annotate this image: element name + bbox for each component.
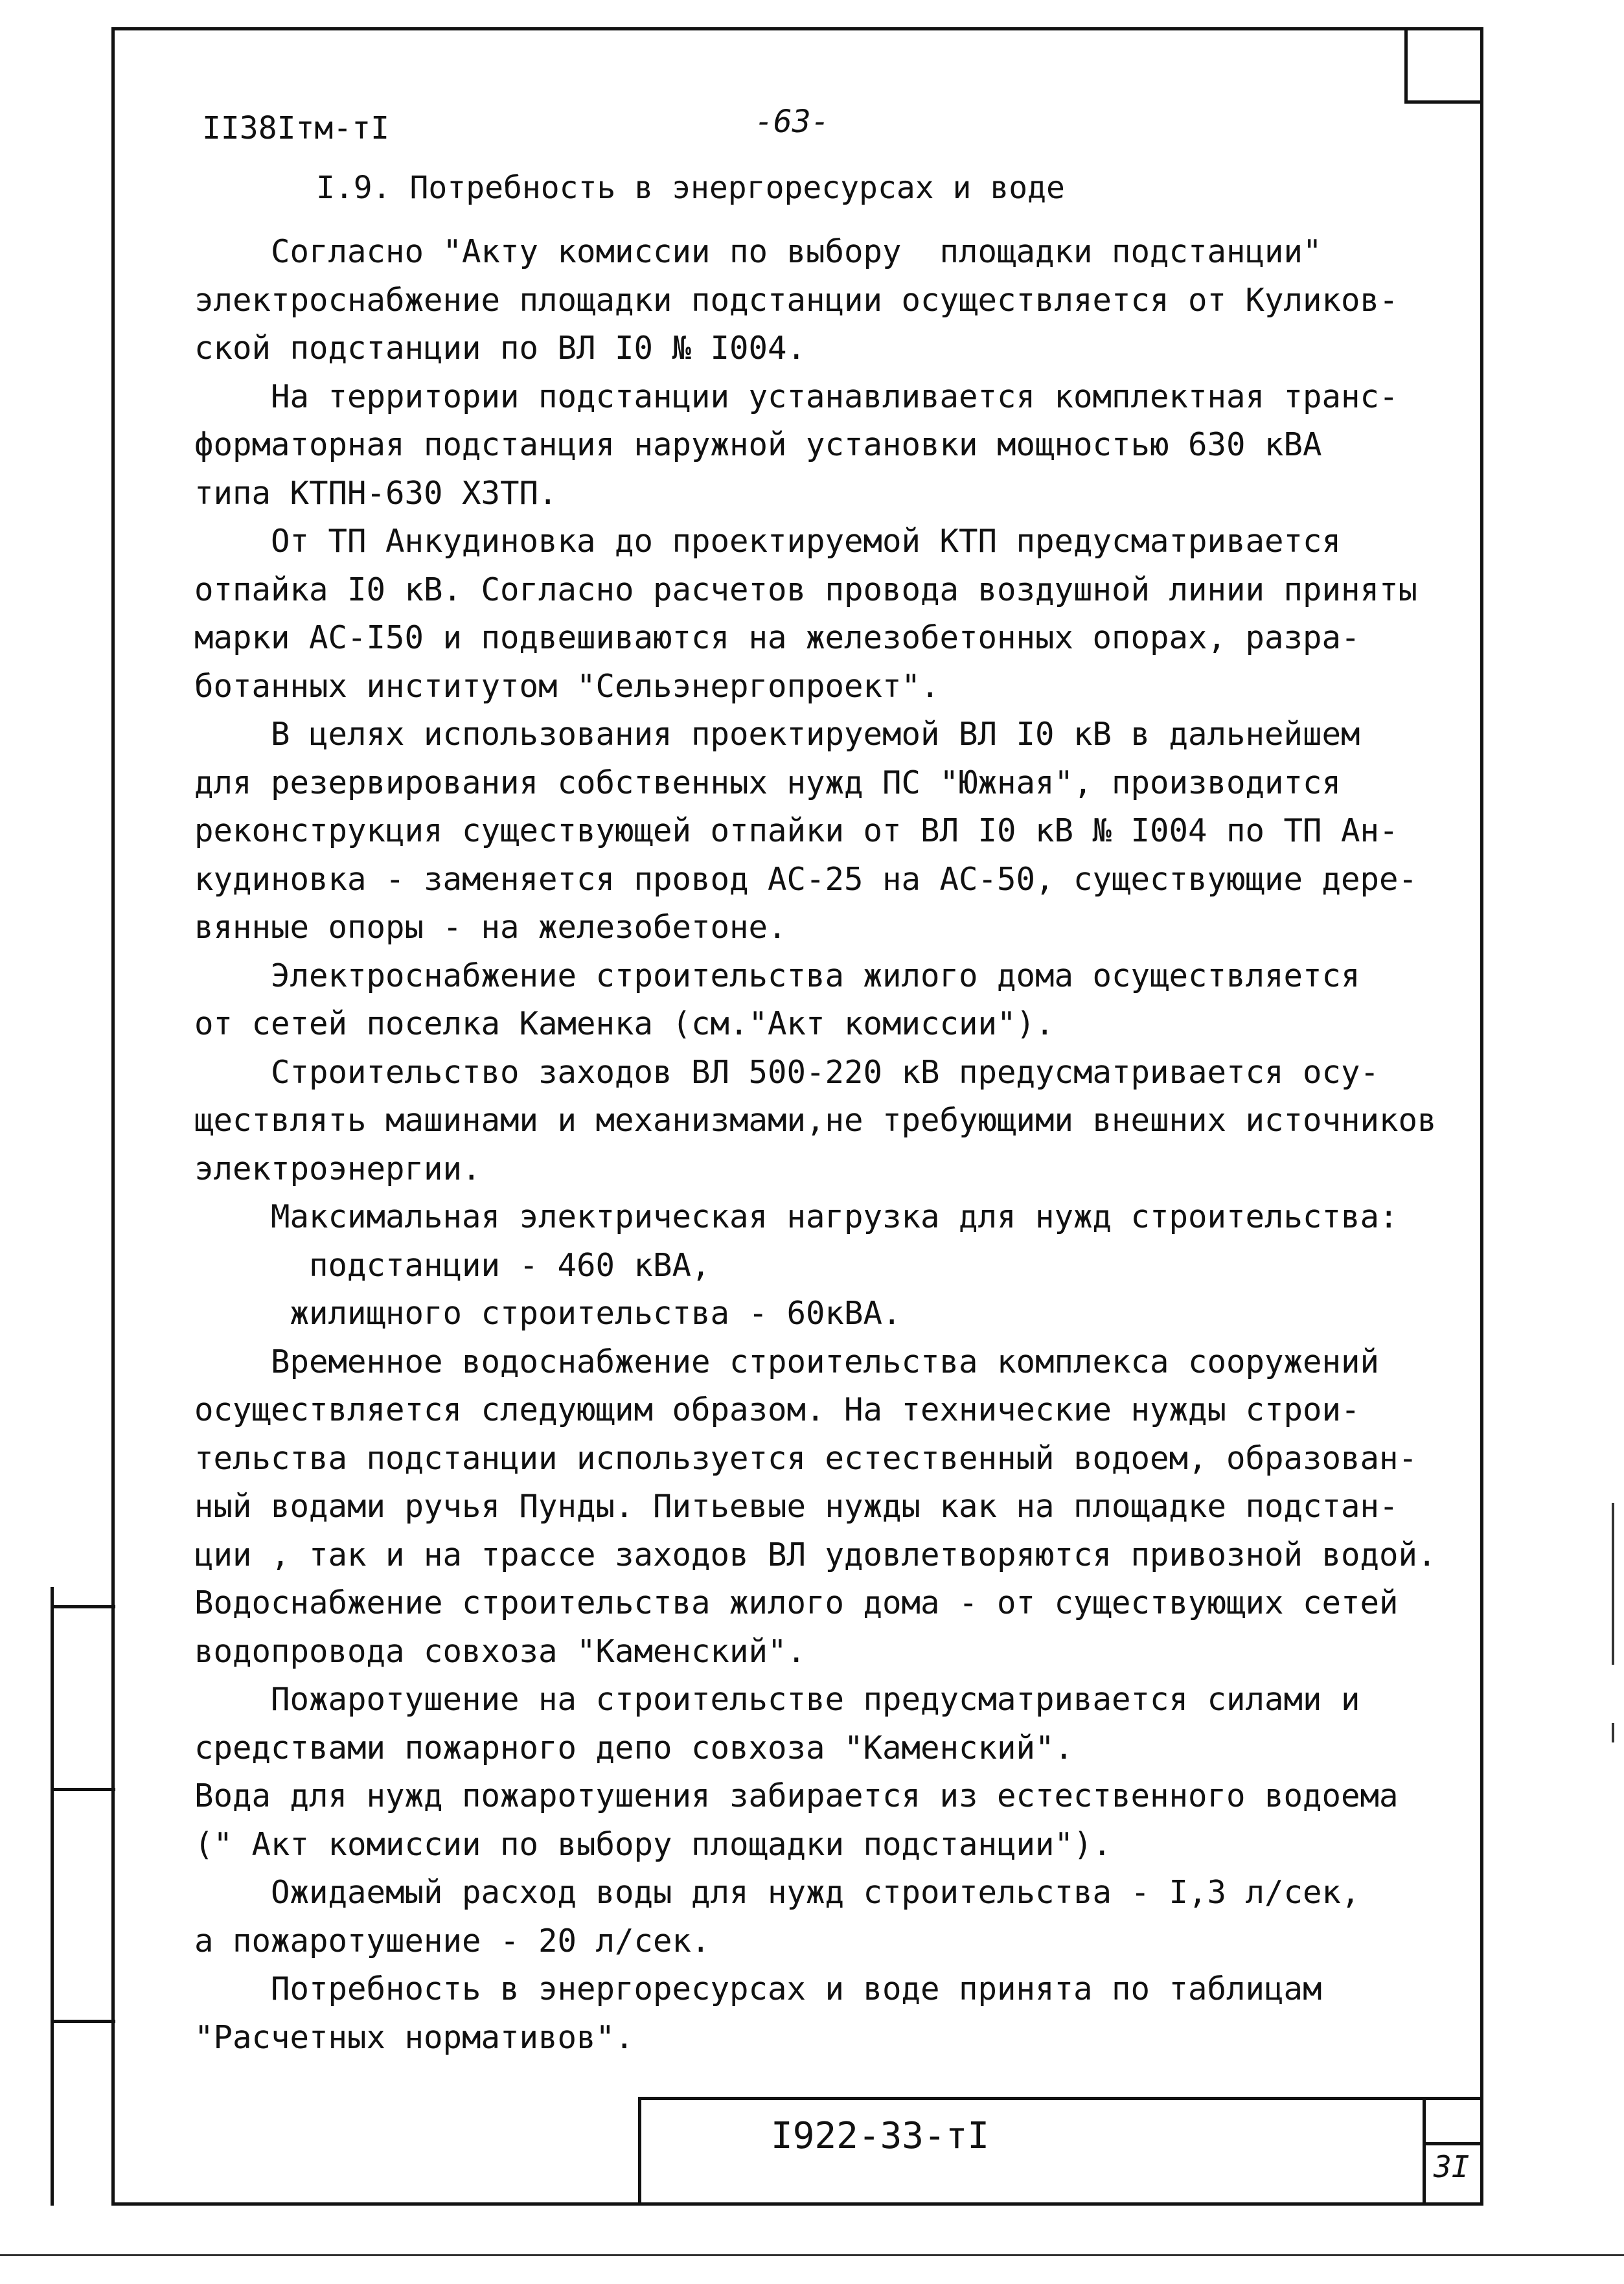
text-line: осуществляется следующим образом. На технические нужды строи- (194, 1391, 1360, 1428)
sheet-divider (1423, 2142, 1483, 2145)
text-line: Максимальная электрическая нагрузка для нужд строительства: (194, 1198, 1399, 1235)
text-line: кудиновка - заменяется провод АС-25 на АС-50, существующие дере- (194, 860, 1418, 898)
corner-box (1404, 27, 1483, 104)
text-line: ботанных институтом "Сельэнергопроект". (194, 667, 940, 705)
text-line: Строительство заходов ВЛ 500-220 кВ предусматривается осу- (194, 1053, 1380, 1091)
page-number: -63- (755, 104, 830, 140)
text-line: Электроснабжение строительства жилого дома осуществляется (194, 957, 1360, 994)
text-line: жилищного строительства - 60кВА. (194, 1295, 902, 1332)
document-code: II38Iтм-тI (202, 110, 389, 146)
binding-strip (51, 1587, 111, 2206)
text-line: а пожаротушение - 20 л/сек. (194, 1922, 711, 1959)
title-block (638, 2097, 1483, 2206)
section-title: I.9. Потребность в энергоресурсах и воде (316, 170, 1065, 206)
text-line: подстанции - 460 кВА, (194, 1246, 711, 1284)
text-line: для резервирования собственных нужд ПС "Южная", производится (194, 764, 1342, 801)
text-line: электроэнергии. (194, 1150, 481, 1187)
text-line: На территории подстанции устанавливается комплектная транс- (194, 378, 1399, 415)
text-line: ный водами ручья Пунды. Питьевые нужды как на площадке подстан- (194, 1488, 1399, 1525)
text-line: Вода для нужд пожаротушения забирается из естественного водоема (194, 1777, 1399, 1814)
text-line: Временное водоснабжение строительства комплекса сооружений (194, 1343, 1380, 1380)
text-line: Потребность в энергоресурсах и воде принята по таблицам (194, 1970, 1322, 2007)
text-line: Водоснабжение строительства жилого дома - от существующих сетей (194, 1584, 1399, 1621)
text-line: средствами пожарного депо совхоза "Каменский". (194, 1729, 1074, 1766)
text-line: отпайка I0 кВ. Согласно расчетов провода воздушной линии приняты (194, 571, 1418, 608)
text-line: водопровода совхоза "Каменский". (194, 1632, 806, 1670)
text-line: ществлять машинами и механизмами,не требующими внешних источников (194, 1102, 1437, 1139)
text-line: форматорная подстанция наружной установки мощностью 630 кВА (194, 426, 1322, 463)
text-line: тельства подстанции используется естественный водоем, образован- (194, 1439, 1418, 1477)
text-line: В целях использования проектируемой ВЛ I0 кВ в дальнейшем (194, 716, 1360, 753)
text-line: ской подстанции по ВЛ I0 № I004. (194, 330, 806, 367)
text-line: типа КТПН-630 ХЗТП. (194, 474, 558, 512)
scan-edge-mark (1612, 1723, 1614, 1742)
text-line: Пожаротушение на строительстве предусматривается силами и (194, 1681, 1360, 1718)
text-line: ции , так и на трассе заходов ВЛ удовлетворяются привозной водой. (194, 1536, 1437, 1573)
body-text (194, 228, 1464, 2062)
text-line: "Расчетных нормативов". (194, 2018, 634, 2056)
binding-strip-rule (51, 1788, 115, 1791)
binding-strip-rule (51, 1605, 115, 1608)
sheet-number: 3I (1434, 2149, 1470, 2184)
text-line: Ожидаемый расход воды для нужд строительства - I,3 л/сек, (194, 1874, 1360, 1911)
text-line: От ТП Анкудиновка до проектируемой КТП предусматривается (194, 523, 1342, 560)
text-line: вянные опоры - на железобетоне. (194, 909, 787, 946)
text-line: (" Акт комиссии по выбору площадки подстанции"). (194, 1825, 1112, 1863)
text-line: Согласно "Акту комиссии по выбору площадки подстанции" (194, 233, 1322, 270)
drawing-code: I922-33-тI (771, 2115, 990, 2157)
scan-bottom-rule (0, 2254, 1624, 2256)
scan-edge-mark (1612, 1503, 1614, 1665)
text-line: реконструкция существующей отпайки от ВЛ I0 кВ № I004 по ТП Ан- (194, 812, 1399, 849)
text-line: марки АС-I50 и подвешиваются на железобетонных опорах, разра- (194, 619, 1360, 656)
text-line: от сетей поселка Каменка (см."Акт комиссии"). (194, 1005, 1055, 1042)
binding-strip-rule (51, 2020, 115, 2023)
text-line: электроснабжение площадки подстанции осуществляется от Куликов- (194, 281, 1399, 319)
